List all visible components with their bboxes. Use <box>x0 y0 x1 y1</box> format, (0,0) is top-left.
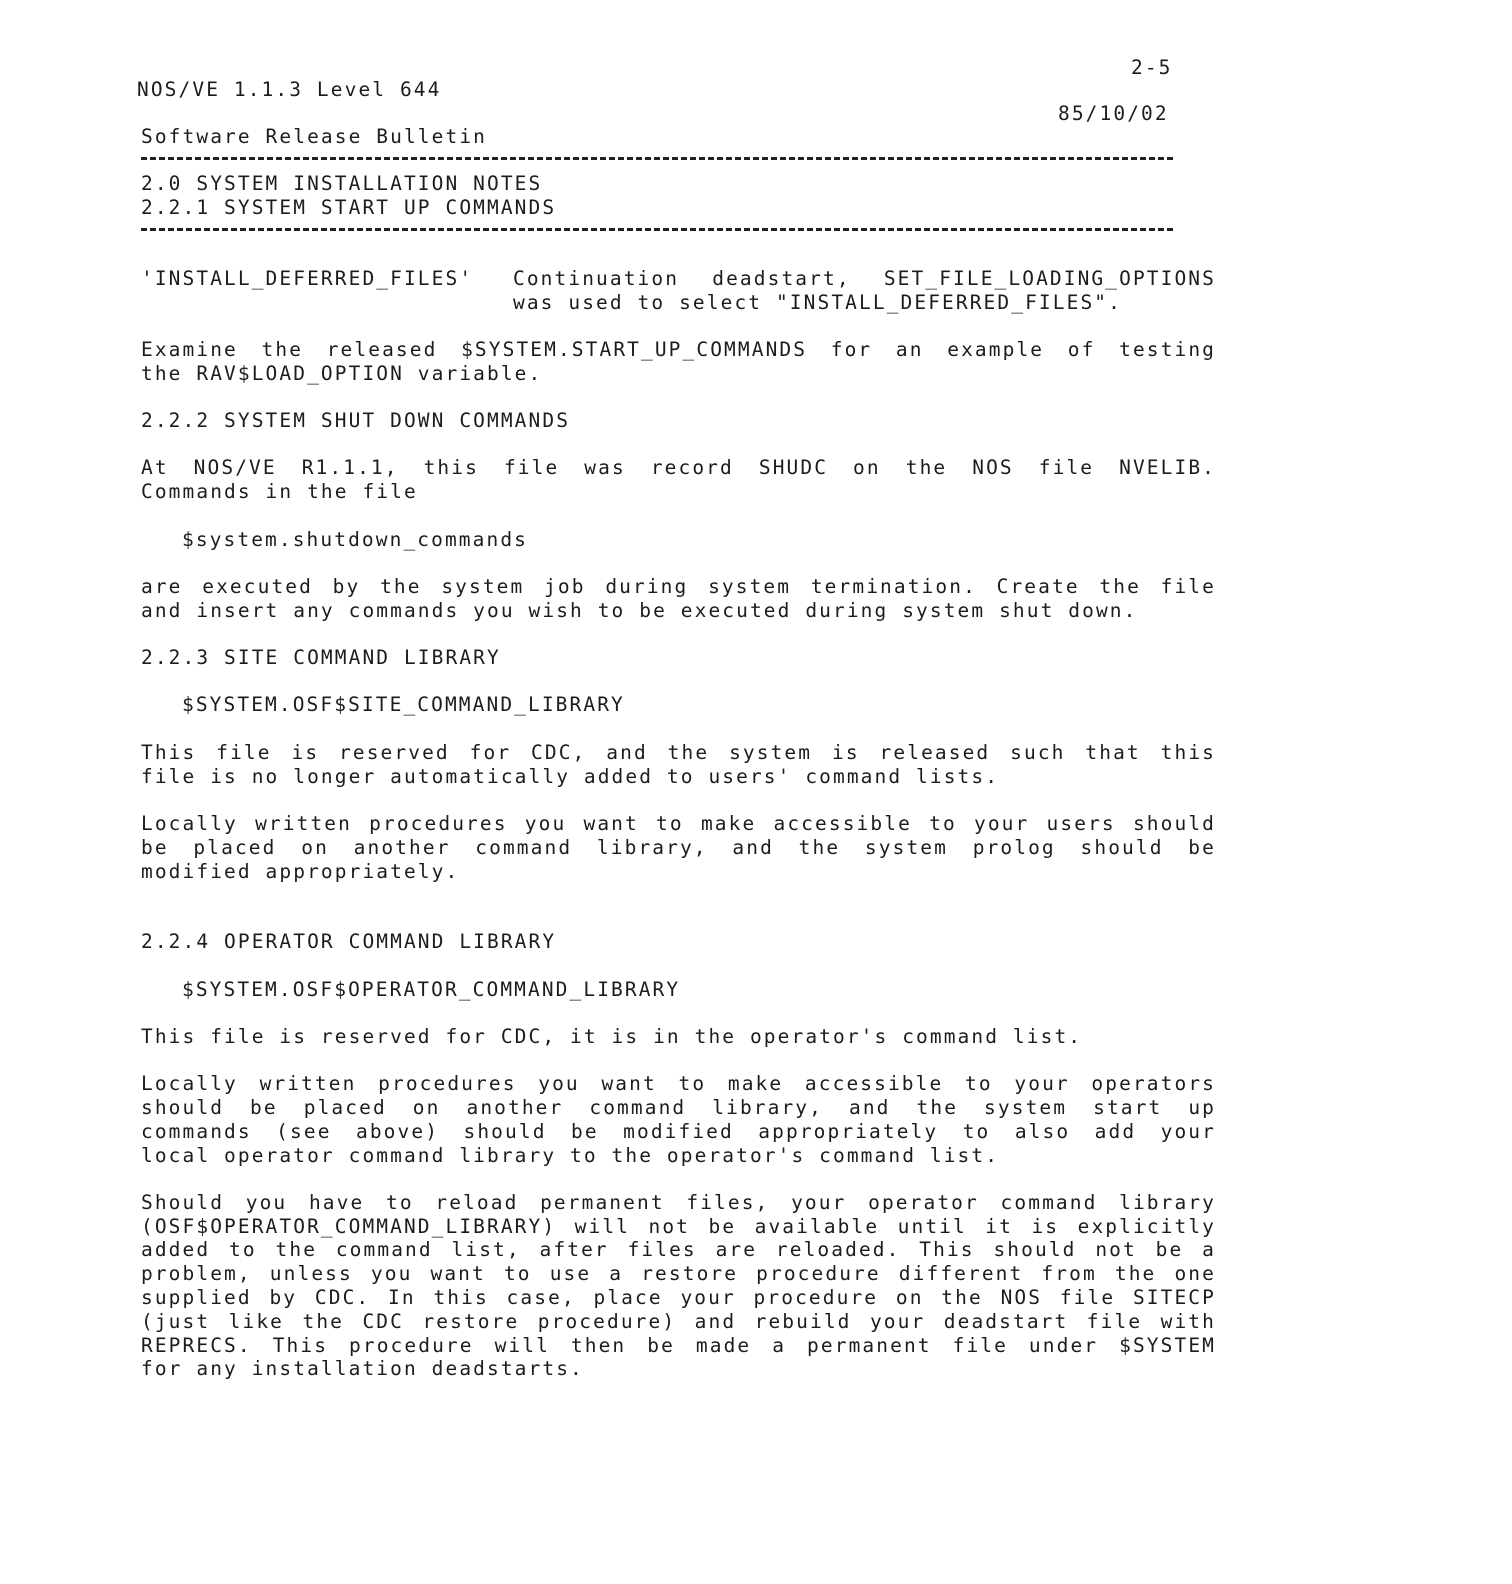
section-heading: 2.2.2 SYSTEM SHUT DOWN COMMANDS <box>141 409 571 432</box>
document-date: 85/10/02 <box>1058 102 1169 125</box>
paragraph-line: commands (see above) should be modified appropriately to also add your <box>141 1120 1216 1143</box>
page-number: 2-5 <box>1131 56 1173 79</box>
divider-top <box>141 157 1173 160</box>
paragraph-line: problem, unless you want to use a restore procedure different from the one <box>141 1262 1216 1285</box>
paragraph-line: are executed by the system job during system termination. Create the file <box>141 575 1216 598</box>
paragraph-line: added to the command list, after files are reloaded. This should not be a <box>141 1238 1216 1261</box>
paragraph-line: modified appropriately. <box>141 860 460 883</box>
paragraph-line: should be placed on another command library, and the system start up <box>141 1096 1216 1119</box>
paragraph-line: the RAV$LOAD_OPTION variable. <box>141 362 543 385</box>
paragraph-line: file is no longer automatically added to users' command lists. <box>141 765 1000 788</box>
paragraph-line: be placed on another command library, and the system prolog should be <box>141 836 1216 859</box>
option-description-line: was used to select "INSTALL_DEFERRED_FILES". <box>513 291 1122 314</box>
paragraph-line: (just like the CDC restore procedure) and rebuild your deadstart file with <box>141 1310 1216 1333</box>
paragraph-line: and insert any commands you wish to be executed during system shut down. <box>141 599 1138 622</box>
paragraph-line: Locally written procedures you want to make accessible to your operators <box>141 1072 1216 1095</box>
paragraph-line: Should you have to reload permanent files, your operator command library <box>141 1191 1216 1214</box>
system-level: NOS/VE 1.1.3 Level 644 <box>137 78 442 101</box>
paragraph-line: REPRECS. This procedure will then be made a permanent file under $SYSTEM <box>141 1334 1216 1357</box>
paragraph-line: Examine the released $SYSTEM.START_UP_COMMANDS for an example of testing <box>141 338 1216 361</box>
divider-bottom <box>141 228 1173 231</box>
paragraph-line: Commands in the file <box>141 480 418 503</box>
section-heading: 2.2.4 OPERATOR COMMAND LIBRARY <box>141 930 557 953</box>
file-path: $system.shutdown_commands <box>182 528 528 551</box>
paragraph-line: Locally written procedures you want to make accessible to your users should <box>141 812 1216 835</box>
file-path: $SYSTEM.OSF$OPERATOR_COMMAND_LIBRARY <box>182 978 681 1001</box>
chapter-heading: 2.0 SYSTEM INSTALLATION NOTES <box>141 172 543 195</box>
paragraph-line: This file is reserved for CDC, it is in the operator's command list. <box>141 1025 1083 1048</box>
bulletin-title: Software Release Bulletin <box>141 125 487 148</box>
option-description-line: Continuation deadstart, SET_FILE_LOADING_OPTIONS <box>513 267 1216 290</box>
option-name: 'INSTALL_DEFERRED_FILES' <box>141 267 474 290</box>
paragraph-line: local operator command library to the operator's command list. <box>141 1144 1000 1167</box>
paragraph-line: for any installation deadstarts. <box>141 1357 584 1380</box>
section-heading: 2.2.3 SITE COMMAND LIBRARY <box>141 646 501 669</box>
paragraph-line: This file is reserved for CDC, and the system is released such that this <box>141 741 1216 764</box>
paragraph-line: At NOS/VE R1.1.1, this file was record SHUDC on the NOS file NVELIB. <box>141 456 1216 479</box>
file-path: $SYSTEM.OSF$SITE_COMMAND_LIBRARY <box>182 693 625 716</box>
paragraph-line: supplied by CDC. In this case, place your procedure on the NOS file SITECP <box>141 1286 1216 1309</box>
paragraph-line: (OSF$OPERATOR_COMMAND_LIBRARY) will not be available until it is explicitly <box>141 1215 1216 1238</box>
subsection-heading: 2.2.1 SYSTEM START UP COMMANDS <box>141 196 557 219</box>
